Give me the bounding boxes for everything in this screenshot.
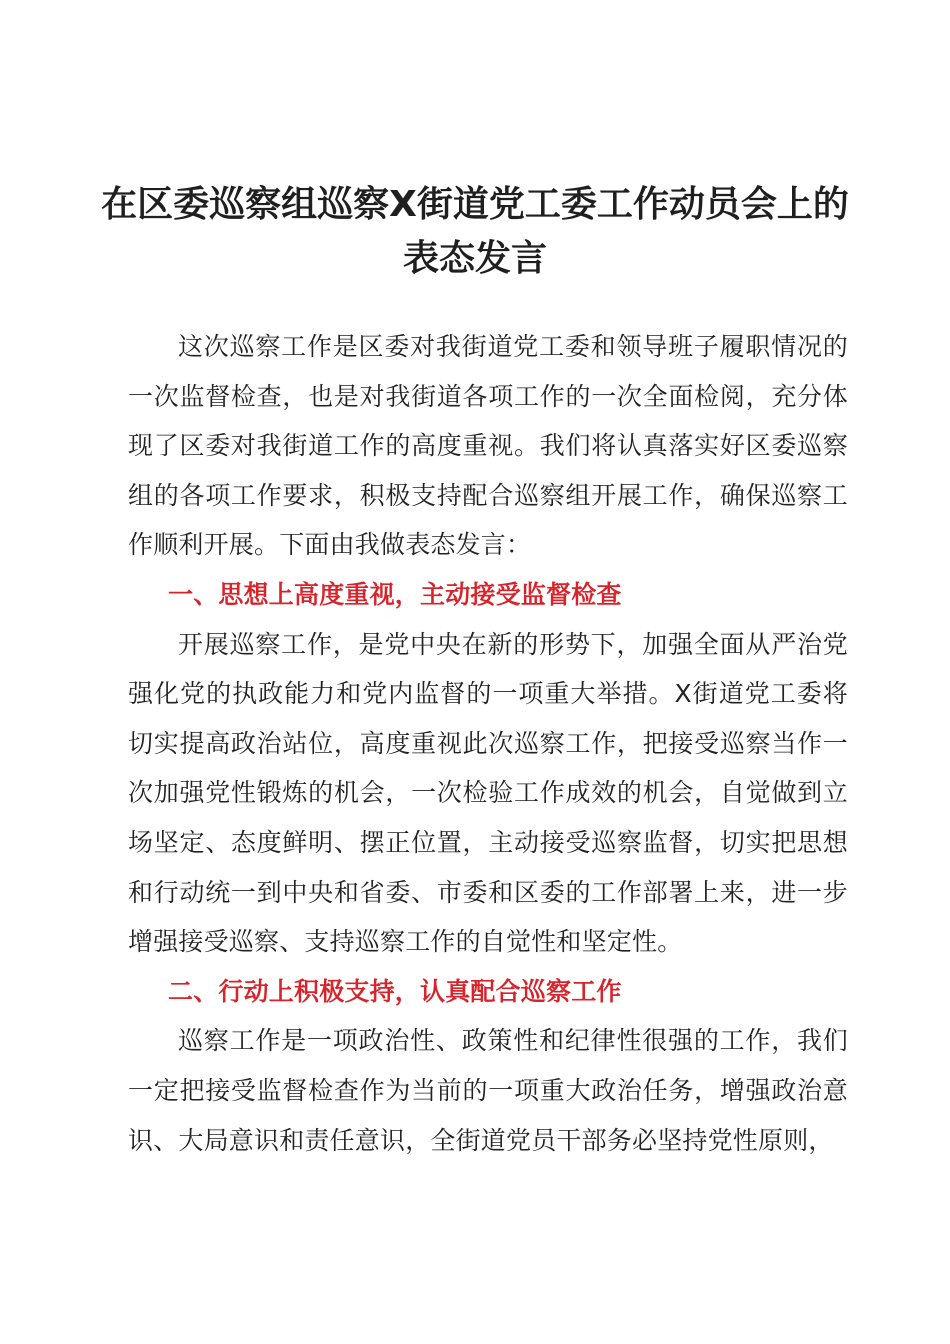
- title-line-2: 表态发言: [402, 238, 547, 279]
- paragraph-intro: 这次巡察工作是区委对我街道党工委和领导班子履职情况的一次监督检查，也是对我街道各项工作的一次全面检阅，充分体现了区委对我街道工作的高度重视。我们将认真落实好区委巡察组的各项工作要求，积极支持配合巡察组开展工作，确保巡察工作顺利开展。下面由我做表态发言：: [128, 332, 848, 560]
- title-line-1: 在区委巡察组巡察X街道党工委工作动员会上的: [101, 184, 849, 225]
- section-heading-1: 一、思想上高度重视，主动接受监督检查: [168, 579, 622, 609]
- document-title: [100, 178, 850, 286]
- section-heading-2: 二、行动上积极支持，认真配合巡察工作: [168, 976, 622, 1006]
- paragraph-section-1: 开展巡察工作，是党中央在新的形势下，加强全面从严治党强化党的执政能力和党内监督的一项重大举措。X街道党工委将切实提高政治站位，高度重视此次巡察工作，把接受巡察当作一次加强党性锻炼的机会，一次检验工作成效的机会，自觉做到立场坚定、态度鲜明、摆正位置，主动接受巡察监督，切实把思想和行动统一到中央和省委、市委和区委的工作部署上来，进一步增强接受巡察、支持巡察工作的自觉性和坚定性。: [128, 629, 848, 957]
- paragraph-section-2: 巡察工作是一项政治性、政策性和纪律性很强的工作，我们一定把接受监督检查作为当前的一项重大政治任务，增强政治意识、大局意识和责任意识，全街道党员干部务必坚持党性原则，: [128, 1026, 848, 1155]
- document-body: [128, 322, 848, 1165]
